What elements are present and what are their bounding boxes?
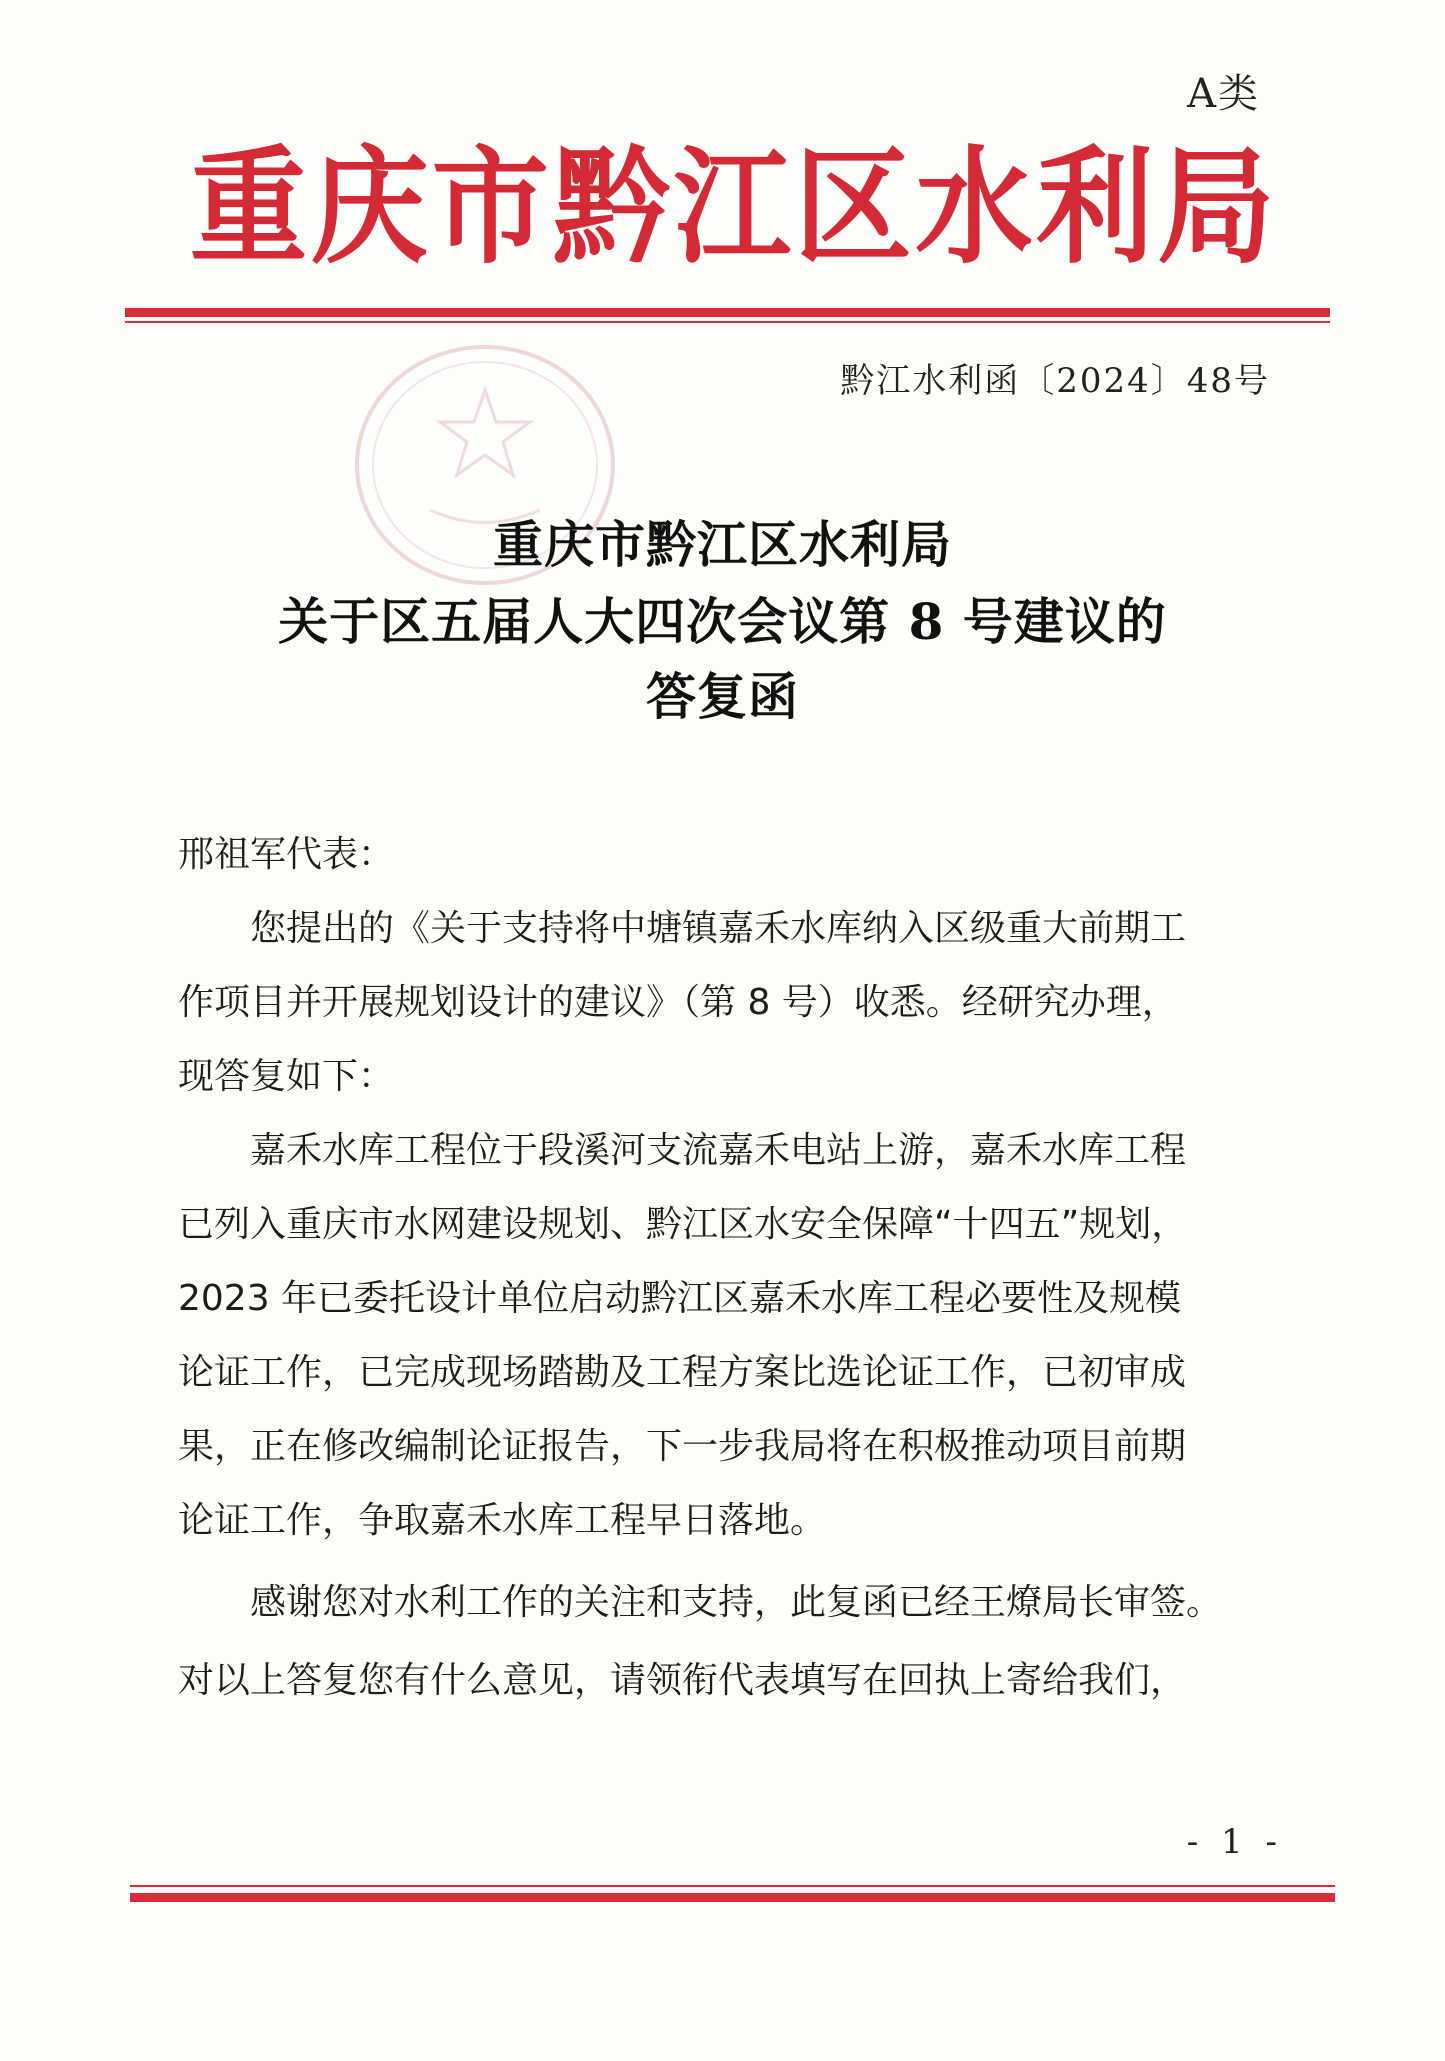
salutation: 邢祖军代表： bbox=[178, 834, 395, 875]
body-line: 您提出的《关于支持将中塘镇嘉禾水库纳入区级重大前期工 bbox=[178, 908, 1187, 949]
letter-title-line-1: 重庆市黔江区水利局 bbox=[493, 515, 952, 574]
letter-title-line-3: 答复函 bbox=[646, 667, 799, 726]
masthead-title: 重庆市黔江区水利局 bbox=[190, 134, 1279, 281]
masthead-red-rule bbox=[125, 308, 1330, 317]
document-category: A类 bbox=[1187, 71, 1260, 117]
body-line: 2023 年已委托设计单位启动黔江区嘉禾水库工程必要性及规模 bbox=[178, 1278, 1182, 1319]
body-line: 嘉禾水库工程位于段溪河支流嘉禾电站上游，嘉禾水库工程 bbox=[178, 1130, 1187, 1171]
body-line: 已列入重庆市水网建设规划、黔江区水安全保障“十四五”规划， bbox=[178, 1204, 1188, 1245]
body-line: 感谢您对水利工作的关注和支持，此复函已经王燎局长审签。 bbox=[178, 1582, 1223, 1623]
body-line: 现答复如下： bbox=[178, 1056, 395, 1097]
body-line: 对以上答复您有什么意见，请领衔代表填写在回执上寄给我们， bbox=[178, 1660, 1187, 1701]
document-number: 黔江水利函〔2024〕48号 bbox=[840, 361, 1270, 401]
letter-title-line-2: 关于区五届人大四次会议第 8 号建议的 bbox=[278, 592, 1167, 651]
body-line: 果，正在修改编制论证报告，下一步我局将在积极推动项目前期 bbox=[178, 1426, 1187, 1467]
page-number: - 1 - bbox=[1186, 1822, 1283, 1862]
body-line: 论证工作，已完成现场踏勘及工程方案比选论证工作，已初审成 bbox=[178, 1352, 1187, 1393]
body-line: 作项目并开展规划设计的建议》（第 8 号）收悉。经研究办理， bbox=[178, 982, 1178, 1023]
body-line: 论证工作，争取嘉禾水库工程早日落地。 bbox=[178, 1500, 827, 1541]
footer-red-rule bbox=[130, 1893, 1335, 1902]
